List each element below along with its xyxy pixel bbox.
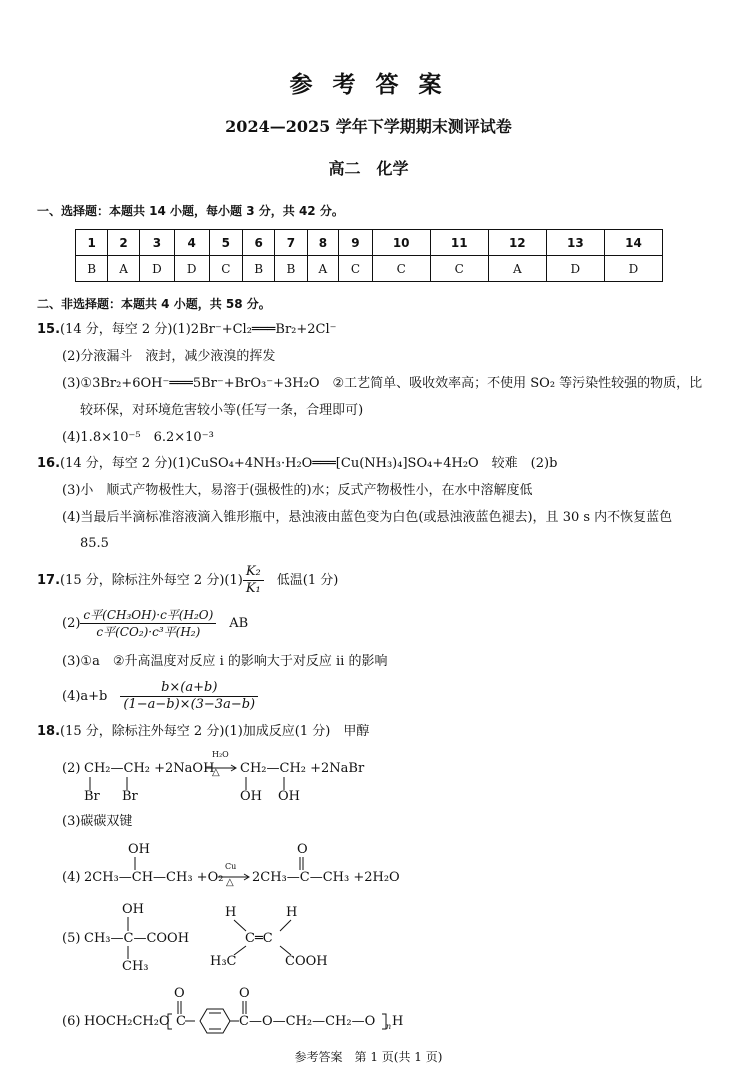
- q17-line1b: 低温(1 分): [276, 573, 339, 588]
- q16-line2: (3)小 顺式产物极性大，易溶于(强极性的)水；反式产物极性小，在水中溶解度低: [62, 483, 533, 498]
- answer-cell: D: [139, 256, 174, 282]
- q17-label2: (2): [62, 616, 81, 631]
- question-number-cell: 11: [430, 230, 488, 256]
- answer-cell: C: [372, 256, 430, 282]
- section1-heading: 一、选择题：本题共 14 小题，每小题 3 分，共 42 分。: [37, 204, 344, 218]
- q15-line1: (14 分，每空 2 分)(1)2Br⁻+Cl₂═══Br₂+2Cl⁻: [60, 322, 337, 337]
- answer-cell: B: [275, 256, 307, 282]
- question-number-cell: 13: [546, 230, 604, 256]
- question-number-cell: 6: [243, 230, 275, 256]
- answer-cell: B: [243, 256, 275, 282]
- question-number-cell: 3: [139, 230, 174, 256]
- answer-cell: D: [174, 256, 209, 282]
- question-number-cell: 12: [488, 230, 546, 256]
- question-number: 16.: [37, 456, 61, 471]
- question-number: 18.: [37, 724, 61, 739]
- answer-cell: C: [339, 256, 372, 282]
- q18-line3: (3)碳碳双键: [62, 814, 133, 829]
- answer-key-page: 参 考 答 案 2024—2025 学年下学期期末测评试卷 高二 化学 一、选择题：本题共 14 小题，每小题 3 分，共 42 分。 1 2 3 4 5 6 7 8 9 10 11 12 13 14 B A D D C B B A C C C A D D 二、非选择题：本题共 4 小题，共 58 分。 15.(14 分，每空 2 分)(1)2Br⁻+Cl₂═══Br₂+2Cl⁻ (2)分液漏斗 液封，减少液溴的挥发 (3)①3Br₂+6OH⁻═══5Br⁻+BrO₃⁻+3H₂O ②工艺简单、吸收效率高；不使用 SO₂ 等污染性较强的物质，比 较环保，对环境危害较小等(任写一条，合理即可) (4)1.8×10⁻⁵ 6.2×10⁻³ 16.(14 分，每空 2 分)(1)CuSO₄+4NH₃·H₂O═══[Cu(NH₃)₄]SO₄+4H₂O 较难 (2)b (3)小 顺式产物极性大，易溶于(强极性的)水；反式产物极性小，在水中溶解度低 (4)当最后半滴标准溶液滴入锥形瓶中，悬浊液由蓝色变为白色(或悬浊液蓝色褪去)，且 30 s 内不恢复蓝色 85.5 17.(15 分，除标注外每空 2 分)(1) $\frac{\text{K₂}}{\text{K₁}}$ 低温(1 分) (2) $\frac{\text{c平(CH₃OH)·c平(H₂O)}}{\text{c平(CO₂)·c³平(H₂)}}$ AB (3)①a ②升高温度对反应 ⅰ 的影响大于对反应 ⅱ 的影响 (4)a+b $\frac{b\times(a+b)}{(1-a-b)\times(3-3a-b)}$ 18.(15 分，除标注外每空 2 分)(1)加成反应(1 分) 甲醇 (2) CH₂—CH₂ +2NaOH H₂O △ CH₂—CH₂ +2NaBr Br Br OH OH (3)碳碳双键 OH (4) 2CH₃—CH—CH₃ +O₂ Cu △ 2CH₃—C—CH₃ +2H₂O O OH (5) CH₃—C—COOH CH₃ H H C═C H₃C COOH (6) HOCH₂CH₂O C C—O—CH₂—CH₂—O n H O O 参考答案 第 1 页(共 1 页): [0, 0, 737, 1089]
- question-number: 15.: [37, 322, 61, 337]
- equilibrium-constant-fraction: $\frac{\text{c平(CH₃OH)·c平(H₂O)}}{\text{c平(CO₂)·c³平(H₂)}}$: [80, 607, 216, 640]
- question-number: 17.: [37, 573, 61, 588]
- section2-heading: 二、非选择题：本题共 4 小题，共 58 分。: [37, 297, 271, 311]
- page-footer: 参考答案 第 1 页(共 1 页): [294, 1050, 443, 1064]
- q17-line1: (15 分，除标注外每空 2 分)(1): [60, 573, 243, 588]
- q17-line3: (3)①a ②升高温度对反应 ⅰ 的影响大于对反应 ⅱ 的影响: [62, 654, 388, 669]
- answer-cell: C: [430, 256, 488, 282]
- q15-line3-cont: 较环保，对环境危害较小等(任写一条，合理即可): [80, 403, 364, 418]
- question-number-cell: 1: [76, 230, 108, 256]
- question-number-cell: 10: [372, 230, 430, 256]
- q15-line4: (4)1.8×10⁻⁵ 6.2×10⁻³: [62, 430, 214, 445]
- q16-line1: (14 分，每空 2 分)(1)CuSO₄+4NH₃·H₂O═══[Cu(NH₃)₄]SO₄+4H₂O 较难 (2)b: [60, 456, 558, 471]
- k-ratio-fraction: $\frac{\text{K₂}}{\text{K₁}}$: [243, 564, 264, 597]
- answer-cell: A: [488, 256, 546, 282]
- question-number-cell: 14: [604, 230, 662, 256]
- answer-cell: D: [546, 256, 604, 282]
- answer-cell: A: [307, 256, 339, 282]
- question-number-cell: 7: [275, 230, 307, 256]
- answer-cell: C: [209, 256, 242, 282]
- q18-line1: (15 分，除标注外每空 2 分)(1)加成反应(1 分) 甲醇: [60, 724, 370, 739]
- answer-cell: D: [604, 256, 662, 282]
- q17-line2b: AB: [229, 616, 249, 631]
- question-number-cell: 8: [307, 230, 339, 256]
- question-number-cell: 4: [174, 230, 209, 256]
- q16-line3: (4)当最后半滴标准溶液滴入锥形瓶中，悬浊液由蓝色变为白色(或悬浊液蓝色褪去)，且 30 s 内不恢复蓝色: [62, 510, 673, 525]
- question-number-cell: 5: [209, 230, 242, 256]
- question-number-cell: 2: [108, 230, 140, 256]
- answer-cell: B: [76, 256, 108, 282]
- exam-title: 2024—2025 学年下学期期末测评试卷: [225, 117, 512, 136]
- q15-line3: (3)①3Br₂+6OH⁻═══5Br⁻+BrO₃⁻+3H₂O ②工艺简单、吸收效率高；不使用 SO₂ 等污染性较强的物质，比: [62, 376, 703, 391]
- q16-line4: 85.5: [80, 536, 109, 551]
- question-number-cell: 9: [339, 230, 372, 256]
- q17-answer-fraction: $\frac{b\times(a+b)}{(1-a-b)\times(3-3a-b)}$: [120, 680, 258, 713]
- answer-cell: A: [108, 256, 140, 282]
- page-title: 参 考 答 案: [289, 71, 448, 98]
- q15-line2: (2)分液漏斗 液封，减少液溴的挥发: [62, 349, 276, 364]
- subject-title: 高二 化学: [328, 159, 409, 178]
- q17-line4: (4)a+b: [62, 689, 108, 704]
